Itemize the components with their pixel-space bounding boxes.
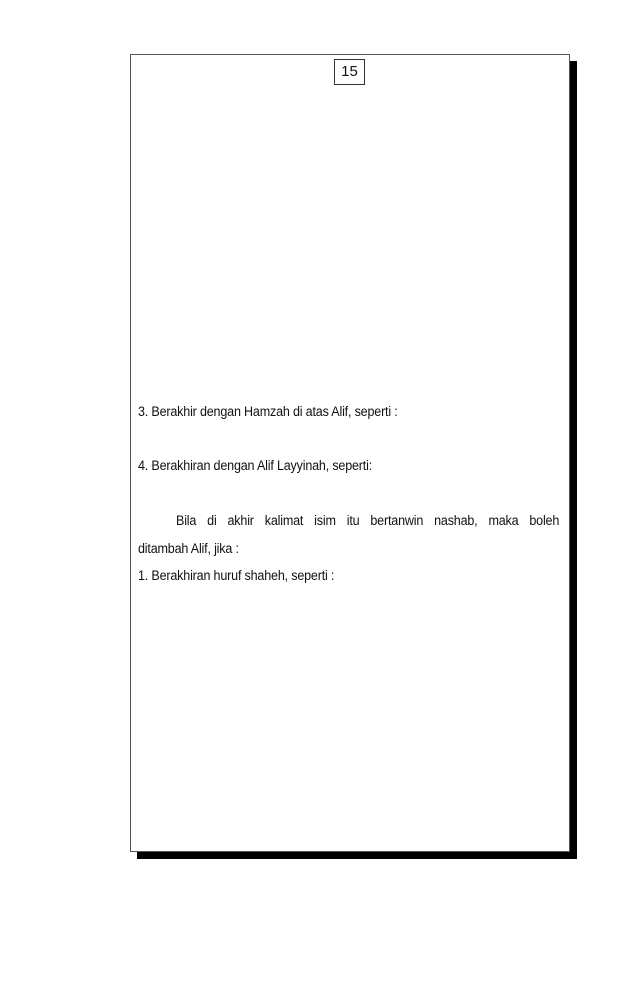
paragraph-line-2: ditambah Alif, jika : [138,541,239,556]
list-item-4: 4. Berakhiran dengan Alif Layyinah, seperti: [138,458,373,473]
page-frame [130,54,570,852]
list-item-3: 3. Berakhir dengan Hamzah di atas Alif, seperti : [138,404,398,419]
list-item-1: 1. Berakhiran huruf shaheh, seperti : [138,568,335,583]
paragraph-line-1: Bila di akhir kalimat isim itu bertanwin nashab, maka boleh [176,513,560,528]
page-number: 15 [334,59,365,85]
